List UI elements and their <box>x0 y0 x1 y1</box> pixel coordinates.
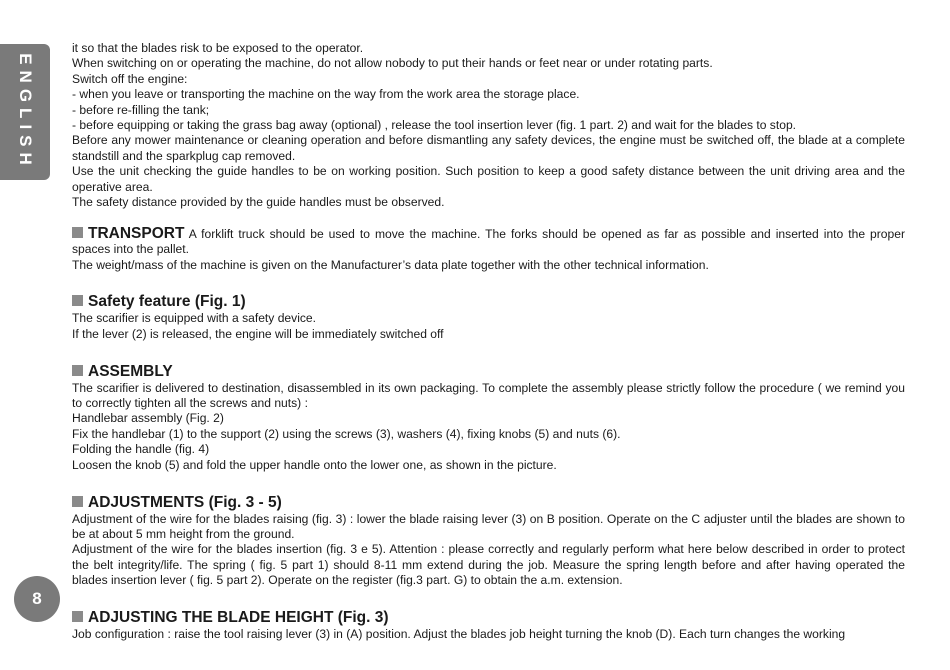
section-heading <box>72 493 905 512</box>
intro-line: The safety distance provided by the guide handles must be observed. <box>72 195 445 210</box>
language-label: ENGLISH <box>16 53 35 171</box>
spacer <box>72 473 905 488</box>
spacer <box>72 589 905 604</box>
intro-line: Switch off the engine: <box>72 71 188 86</box>
section-heading <box>72 608 905 627</box>
blade-height-heading: ADJUSTING THE BLADE HEIGHT (Fig. 3) <box>88 608 389 626</box>
intro-line: it so that the blades risk to be exposed to the operator. <box>72 41 364 55</box>
intro-line: - before re-filling the tank; <box>72 102 210 117</box>
bullet-square-icon <box>72 227 83 238</box>
adjustments-line: Adjustment of the wire for the blades raising (fig. 3) : lower the blade raising lever (3) on B position. Operate on the C adjuster until the blades are shown to be at about 5 mm height from the ground. <box>72 511 905 541</box>
intro-line: Before any mower maintenance or cleaning operation and before dismantling any safety devices, the engine must be switched off, the blade at a complete standstill and the sparkplug cap removed. <box>72 133 905 163</box>
adjustments-heading: ADJUSTMENTS (Fig. 3 - 5) <box>88 493 282 511</box>
page-number: 8 <box>14 576 60 622</box>
safety-line: The scarifier is equipped with a safety device. <box>72 311 317 326</box>
section-heading <box>72 292 905 311</box>
intro-line: - when you leave or transporting the machine on the way from the work area the storage place. <box>72 87 580 102</box>
assembly-line: Fix the handlebar (1) to the support (2) using the screws (3), washers (4), fixing knobs (5) and nuts (6). <box>72 426 621 441</box>
intro-line: Use the unit checking the guide handles to be on working position. Such position to keep a good safety distance between the unit driving area and the operative area. <box>72 164 905 194</box>
intro-line: When switching on or operating the machine, do not allow nobody to put their hands or feet near or under rotating parts. <box>72 56 713 71</box>
transport-line: The weight/mass of the machine is given on the Manufacturer’s data plate together with the other technical information. <box>72 257 709 272</box>
intro-line: - before equipping or taking the grass bag away (optional) , release the tool insertion lever (fig. 1 part. 2) and wait for the blades to stop. <box>72 118 797 133</box>
spacer <box>72 273 905 288</box>
bullet-square-icon <box>72 365 83 376</box>
bullet-square-icon <box>72 611 83 622</box>
section-heading <box>72 362 905 381</box>
assembly-line: Handlebar assembly (Fig. 2) <box>72 411 224 426</box>
transport-heading: TRANSPORT <box>88 224 185 242</box>
spacer <box>72 210 905 225</box>
assembly-line: The scarifier is delivered to destination, disassembled in its own packaging. To complete the assembly please strictly follow the procedure ( we remind you to correctly tighten all the screws and nuts) : <box>72 380 905 411</box>
language-tab <box>0 44 50 180</box>
bullet-square-icon <box>72 496 83 507</box>
adjustments-line: Adjustment of the wire for the blades insertion (fig. 3 e 5). Attention : please correctly and regularly perform what here below described in order to protect the belt integrity/life. The spring ( fig. 5 part 1) should 8-11 mm extend during the job. Measure the spring length before and after having operated the blades insertion lever ( fig. 5 part 2). Operate on the register (fig.3 part. G) to obtain the a.m. extension. <box>72 542 905 588</box>
blade-height-line: Job configuration : raise the tool raising lever (3) in (A) position. Adjust the blades job height turning the knob (D). Each turn changes the working <box>72 626 846 641</box>
safety-line: If the lever (2) is released, the engine will be immediately switched off <box>72 326 444 341</box>
transport-paragraph <box>72 226 905 258</box>
assembly-heading: ASSEMBLY <box>88 362 173 380</box>
spacer <box>72 342 905 357</box>
bullet-square-icon <box>72 295 83 306</box>
transport-text: A forklift truck should be used to move the machine. The forks should be opened as far as possible and inserted into the proper spaces into the pallet. <box>72 226 905 257</box>
safety-heading: Safety feature (Fig. 1) <box>88 293 246 311</box>
assembly-line: Folding the handle (fig. 4) <box>72 442 210 457</box>
page-body <box>72 41 905 642</box>
assembly-line: Loosen the knob (5) and fold the upper handle onto the lower one, as shown in the picture. <box>72 457 557 472</box>
